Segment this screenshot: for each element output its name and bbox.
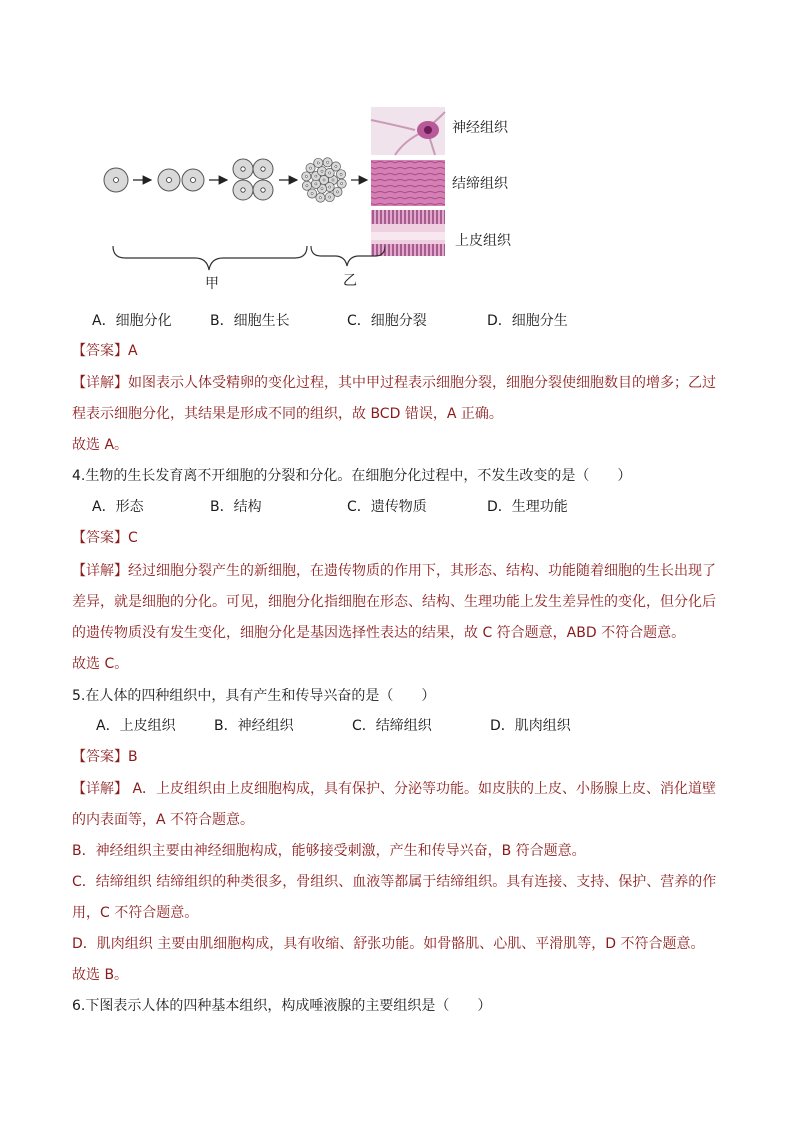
q5-option-a: A．上皮组织 bbox=[96, 718, 176, 734]
q3-option-b: B．细胞生长 bbox=[210, 313, 290, 329]
connective-tissue-image bbox=[371, 160, 445, 206]
q5-answer: 【答案】B bbox=[72, 749, 138, 765]
q4-option-d: D．生理功能 bbox=[487, 499, 568, 515]
two-cell-stage bbox=[158, 169, 204, 191]
q5-detail-line: D．肌肉组织 主要由肌细胞构成，具有收缩、舒张功能。如骨骼肌、心肌、平滑肌等，D 不符合题意。 bbox=[72, 936, 705, 952]
multi-cell-cluster bbox=[302, 158, 346, 202]
four-cell-stage bbox=[233, 159, 273, 200]
q3-option-a: A．细胞分化 bbox=[92, 313, 172, 329]
q3-answer: 【答案】A bbox=[72, 343, 138, 359]
q4-answer: 【答案】C bbox=[72, 530, 138, 546]
q3-option-d: D．细胞分生 bbox=[487, 313, 568, 329]
brace-label-jia: 甲 bbox=[205, 276, 219, 292]
q4-option-c: C．遗传物质 bbox=[347, 499, 427, 515]
q4-detail-line: 的遗传物质没有发生变化，细胞分化是基因选择性表达的结果，故 C 符合题意，ABD 不符合题意。 bbox=[72, 625, 686, 641]
brace-label-yi: 乙 bbox=[343, 273, 357, 289]
epithelial-tissue-image bbox=[371, 210, 445, 256]
q5-detail-line: 用，C 不符合题意。 bbox=[72, 905, 199, 921]
tissue-label-epithelial: 上皮组织 bbox=[455, 233, 511, 249]
q5-option-d: D．肌肉组织 bbox=[490, 718, 571, 734]
q3-detail-line: 【详解】如图表示人体受精卵的变化过程，其中甲过程表示细胞分裂，细胞分裂使细胞数目的增多；乙过 bbox=[72, 375, 716, 391]
q5-detail-line: 故选 B。 bbox=[72, 967, 129, 983]
q4-detail bbox=[72, 556, 732, 680]
zygote-cell bbox=[104, 168, 128, 192]
q5-question: 5.在人体的四种组织中，具有产生和传导兴奋的是（ ） bbox=[72, 688, 436, 704]
brace-jia bbox=[113, 246, 307, 270]
q5-detail-line: 的内表面等，A 不符合题意。 bbox=[72, 812, 255, 828]
q5-detail-line: B．神经组织主要由神经细胞构成，能够接受刺激，产生和传导兴奋，B 符合题意。 bbox=[72, 843, 586, 859]
q5-option-c: C．结缔组织 bbox=[352, 718, 432, 734]
q3-detail bbox=[72, 368, 732, 461]
tissue-label-connective: 结缔组织 bbox=[452, 176, 508, 192]
q4-option-b: B．结构 bbox=[210, 499, 262, 515]
q5-detail bbox=[72, 774, 732, 991]
q4-detail-line: 故选 C。 bbox=[72, 656, 129, 672]
q4-detail-line: 【详解】经过细胞分裂产生的新细胞，在遗传物质的作用下，其形态、结构、功能随着细胞的生长出现了 bbox=[72, 563, 716, 579]
nerve-tissue-image bbox=[371, 107, 445, 155]
q4-question: 4.生物的生长发育离不开细胞的分裂和分化。在细胞分化过程中，不发生改变的是（ ） bbox=[72, 468, 632, 484]
q5-option-b: B．神经组织 bbox=[214, 718, 294, 734]
q4-option-a: A．形态 bbox=[92, 499, 144, 515]
q5-detail-line: C．结缔组织 结缔组织的种类很多，骨组织、血液等都属于结缔组织。具有连接、支持、保护、营养的作 bbox=[72, 874, 717, 890]
tissue-label-nerve: 神经组织 bbox=[452, 120, 508, 136]
q3-option-c: C．细胞分裂 bbox=[347, 313, 427, 329]
q5-detail-line: 【详解】 A．上皮组织由上皮细胞构成，具有保护、分泌等功能。如皮肤的上皮、小肠腺上皮、消化道壁 bbox=[72, 781, 717, 797]
q4-detail-line: 差异，就是细胞的分化。可见，细胞分化指细胞在形态、结构、生理功能上发生差异性的变化，但分化后 bbox=[72, 594, 716, 610]
q3-detail-line: 故选 A。 bbox=[72, 437, 129, 453]
q6-question: 6.下图表示人体的四种基本组织，构成唾液腺的主要组织是（ ） bbox=[72, 998, 492, 1014]
q3-detail-line: 程表示细胞分化，其结果是形成不同的组织，故 BCD 错误，A 正确。 bbox=[72, 406, 503, 422]
